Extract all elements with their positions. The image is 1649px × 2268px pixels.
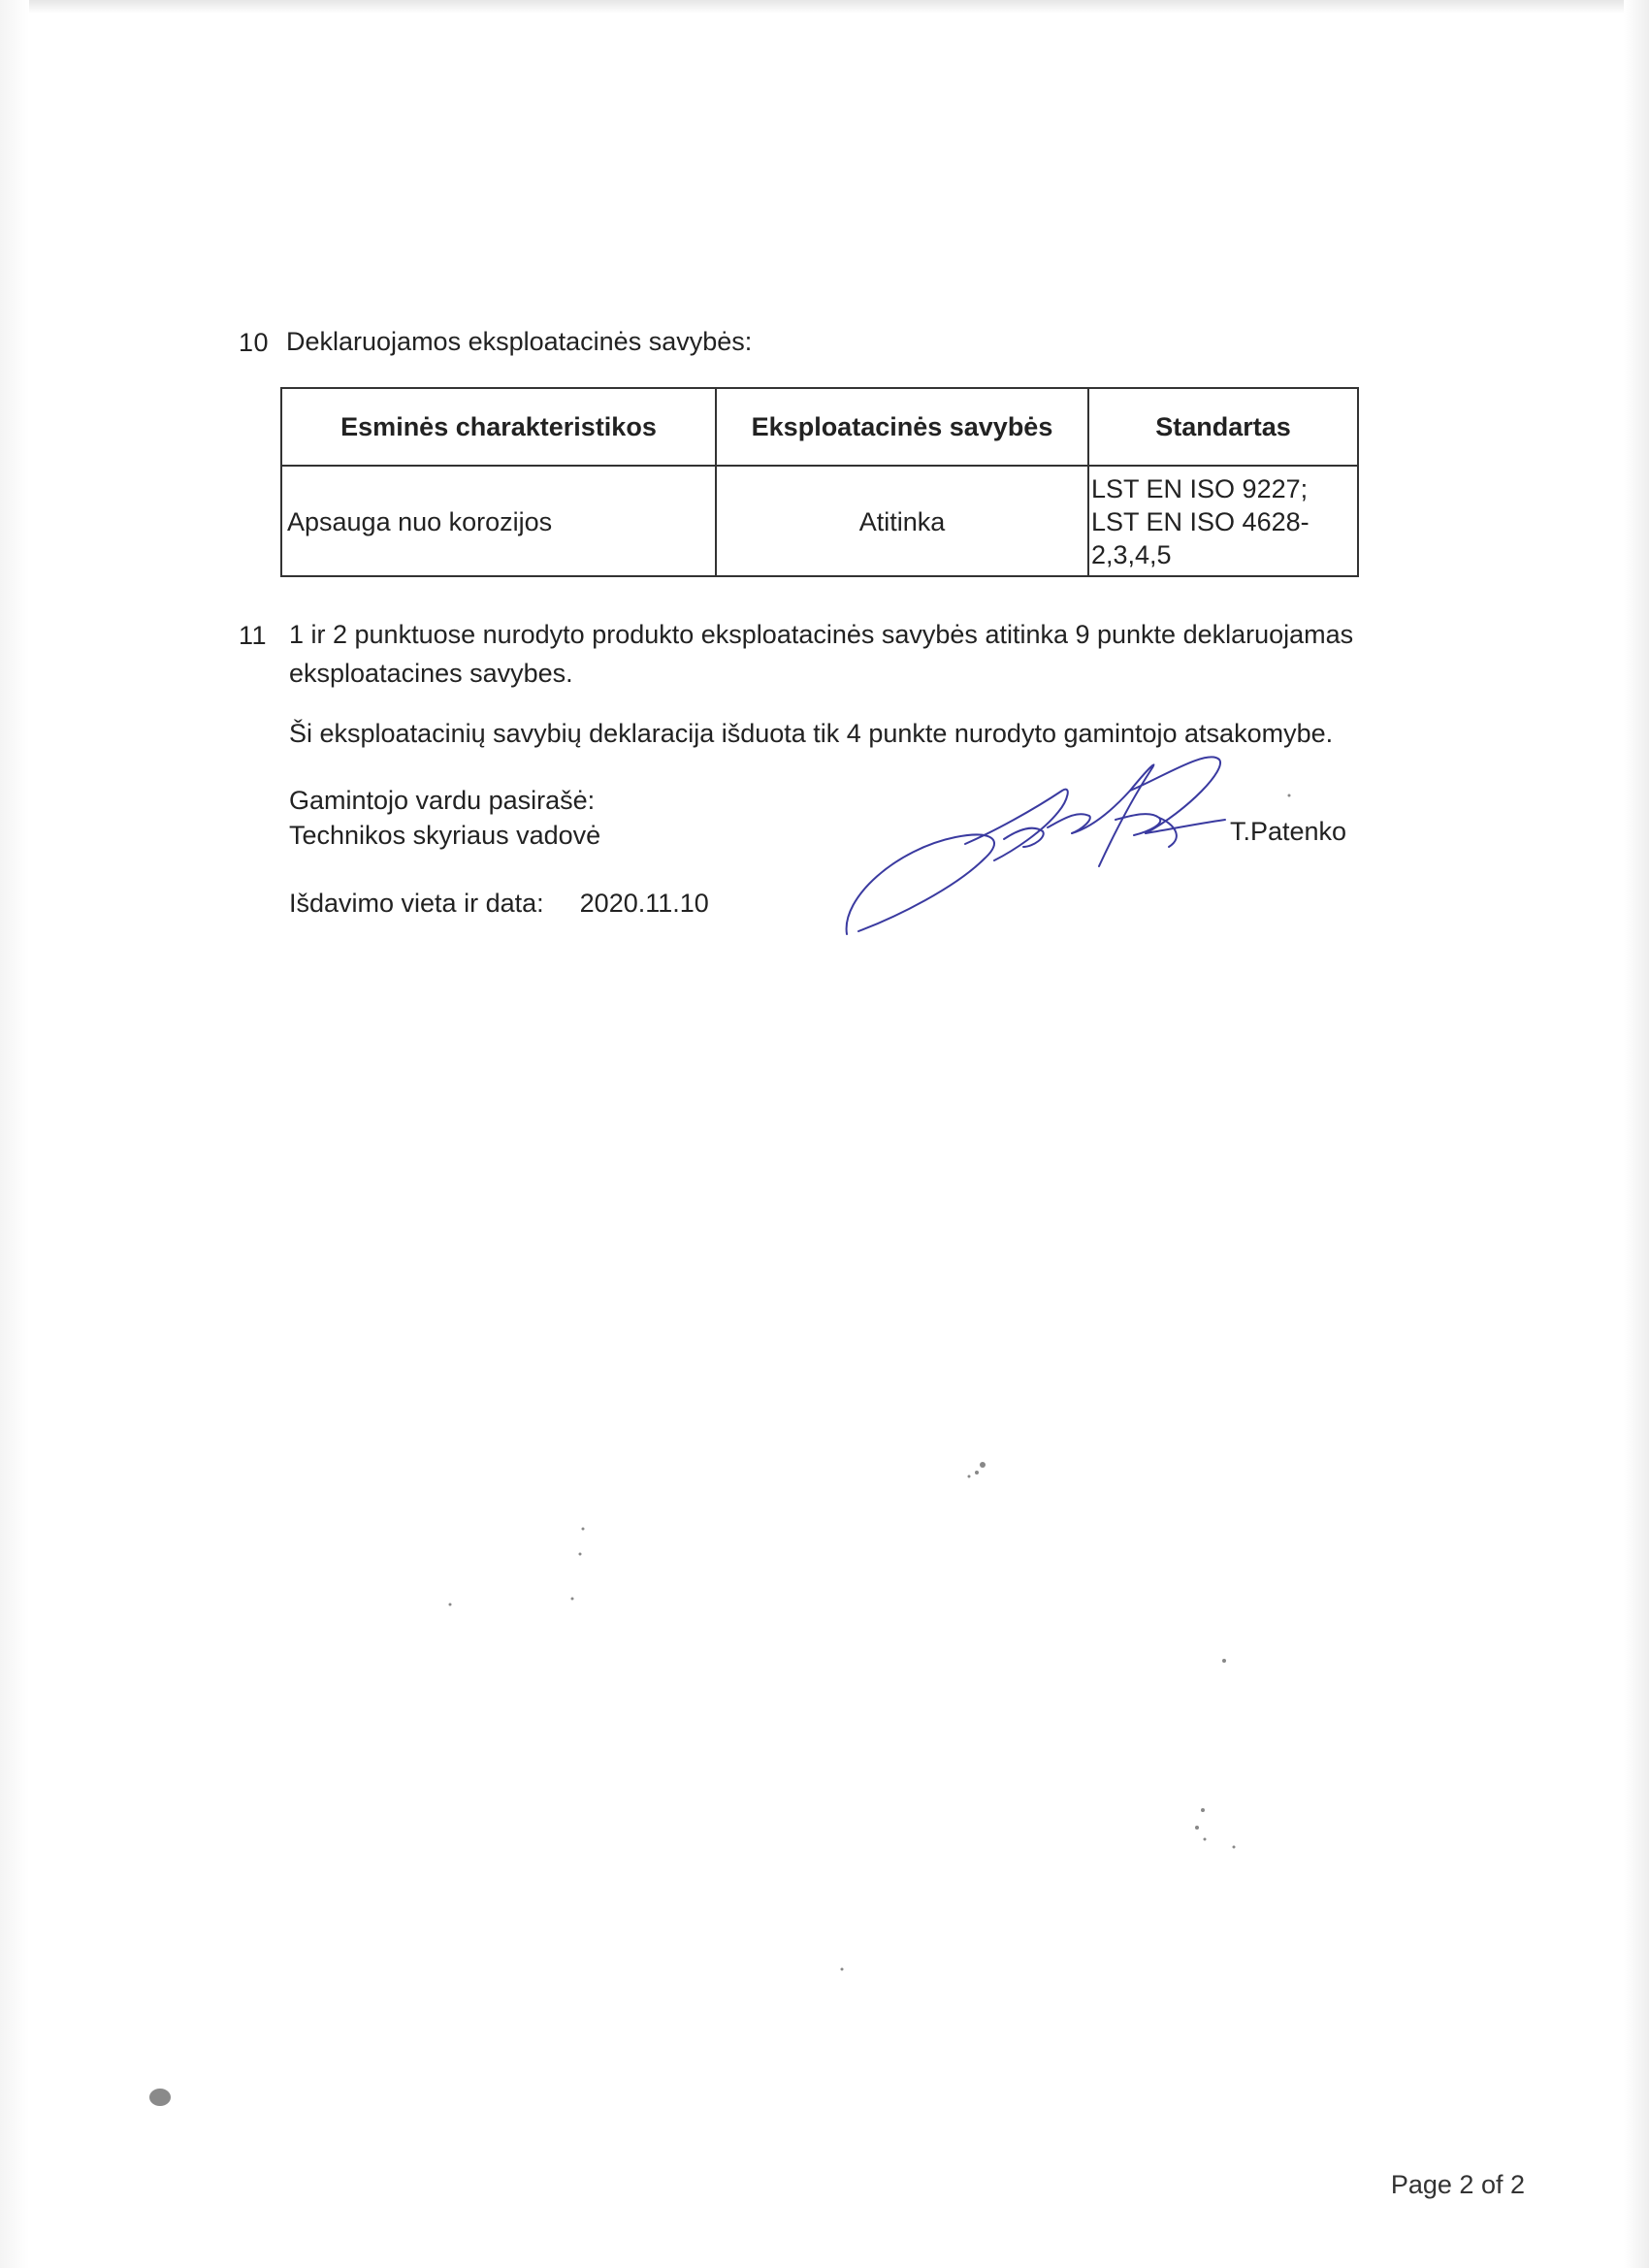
signer-name: T.Patenko [1230,817,1347,846]
signer-position: Technikos skyriaus vadovė [289,821,601,850]
responsibility-statement: Ši eksploatacinių savybių deklaracija išduota tik 4 punkte nurodyto gamintojo atsakomybe. [289,719,1334,748]
page-number: Page 2 of 2 [1390,2170,1525,2199]
table-header-standard: Standartas [1155,411,1291,441]
section-10-number: 10 [239,328,270,357]
issue-label: Išdavimo vieta ir data: [289,889,544,918]
standard-line: LST EN ISO 9227; [1091,474,1309,503]
performance-table [280,387,1359,577]
standard-line: 2,3,4,5 [1091,540,1172,569]
scan-edge-left [0,0,29,2268]
scan-edge-top [0,0,1649,14]
section-10-title: Deklaruojamos eksploatacinės savybės: [286,327,753,356]
section-11-line: 1 ir 2 punktuose nurodyto produkto eksploatacinės savybės atitinka 9 punkte deklaruojamas [289,620,1354,649]
table-cell-standard [1091,467,1355,577]
section-11-statement [289,615,1405,693]
scan-edge-right [1624,0,1649,2268]
table-header-characteristics: Esminės charakteristikos [340,411,657,441]
table-header-performance: Eksploatacinės savybės [751,411,1053,441]
table-cell-performance: Atitinka [858,506,946,536]
issue-place-date [289,887,709,920]
standard-line: LST EN ISO 4628- [1091,507,1310,536]
signed-by-label: Gamintojo vardu pasirašė: [289,786,596,815]
table-cell-characteristic: Apsauga nuo korozijos [287,506,553,536]
issue-date: 2020.11.10 [579,889,709,918]
handwritten-signature [839,752,1246,946]
section-11-line: eksploatacines savybes. [289,659,573,688]
section-11-number: 11 [239,621,268,650]
